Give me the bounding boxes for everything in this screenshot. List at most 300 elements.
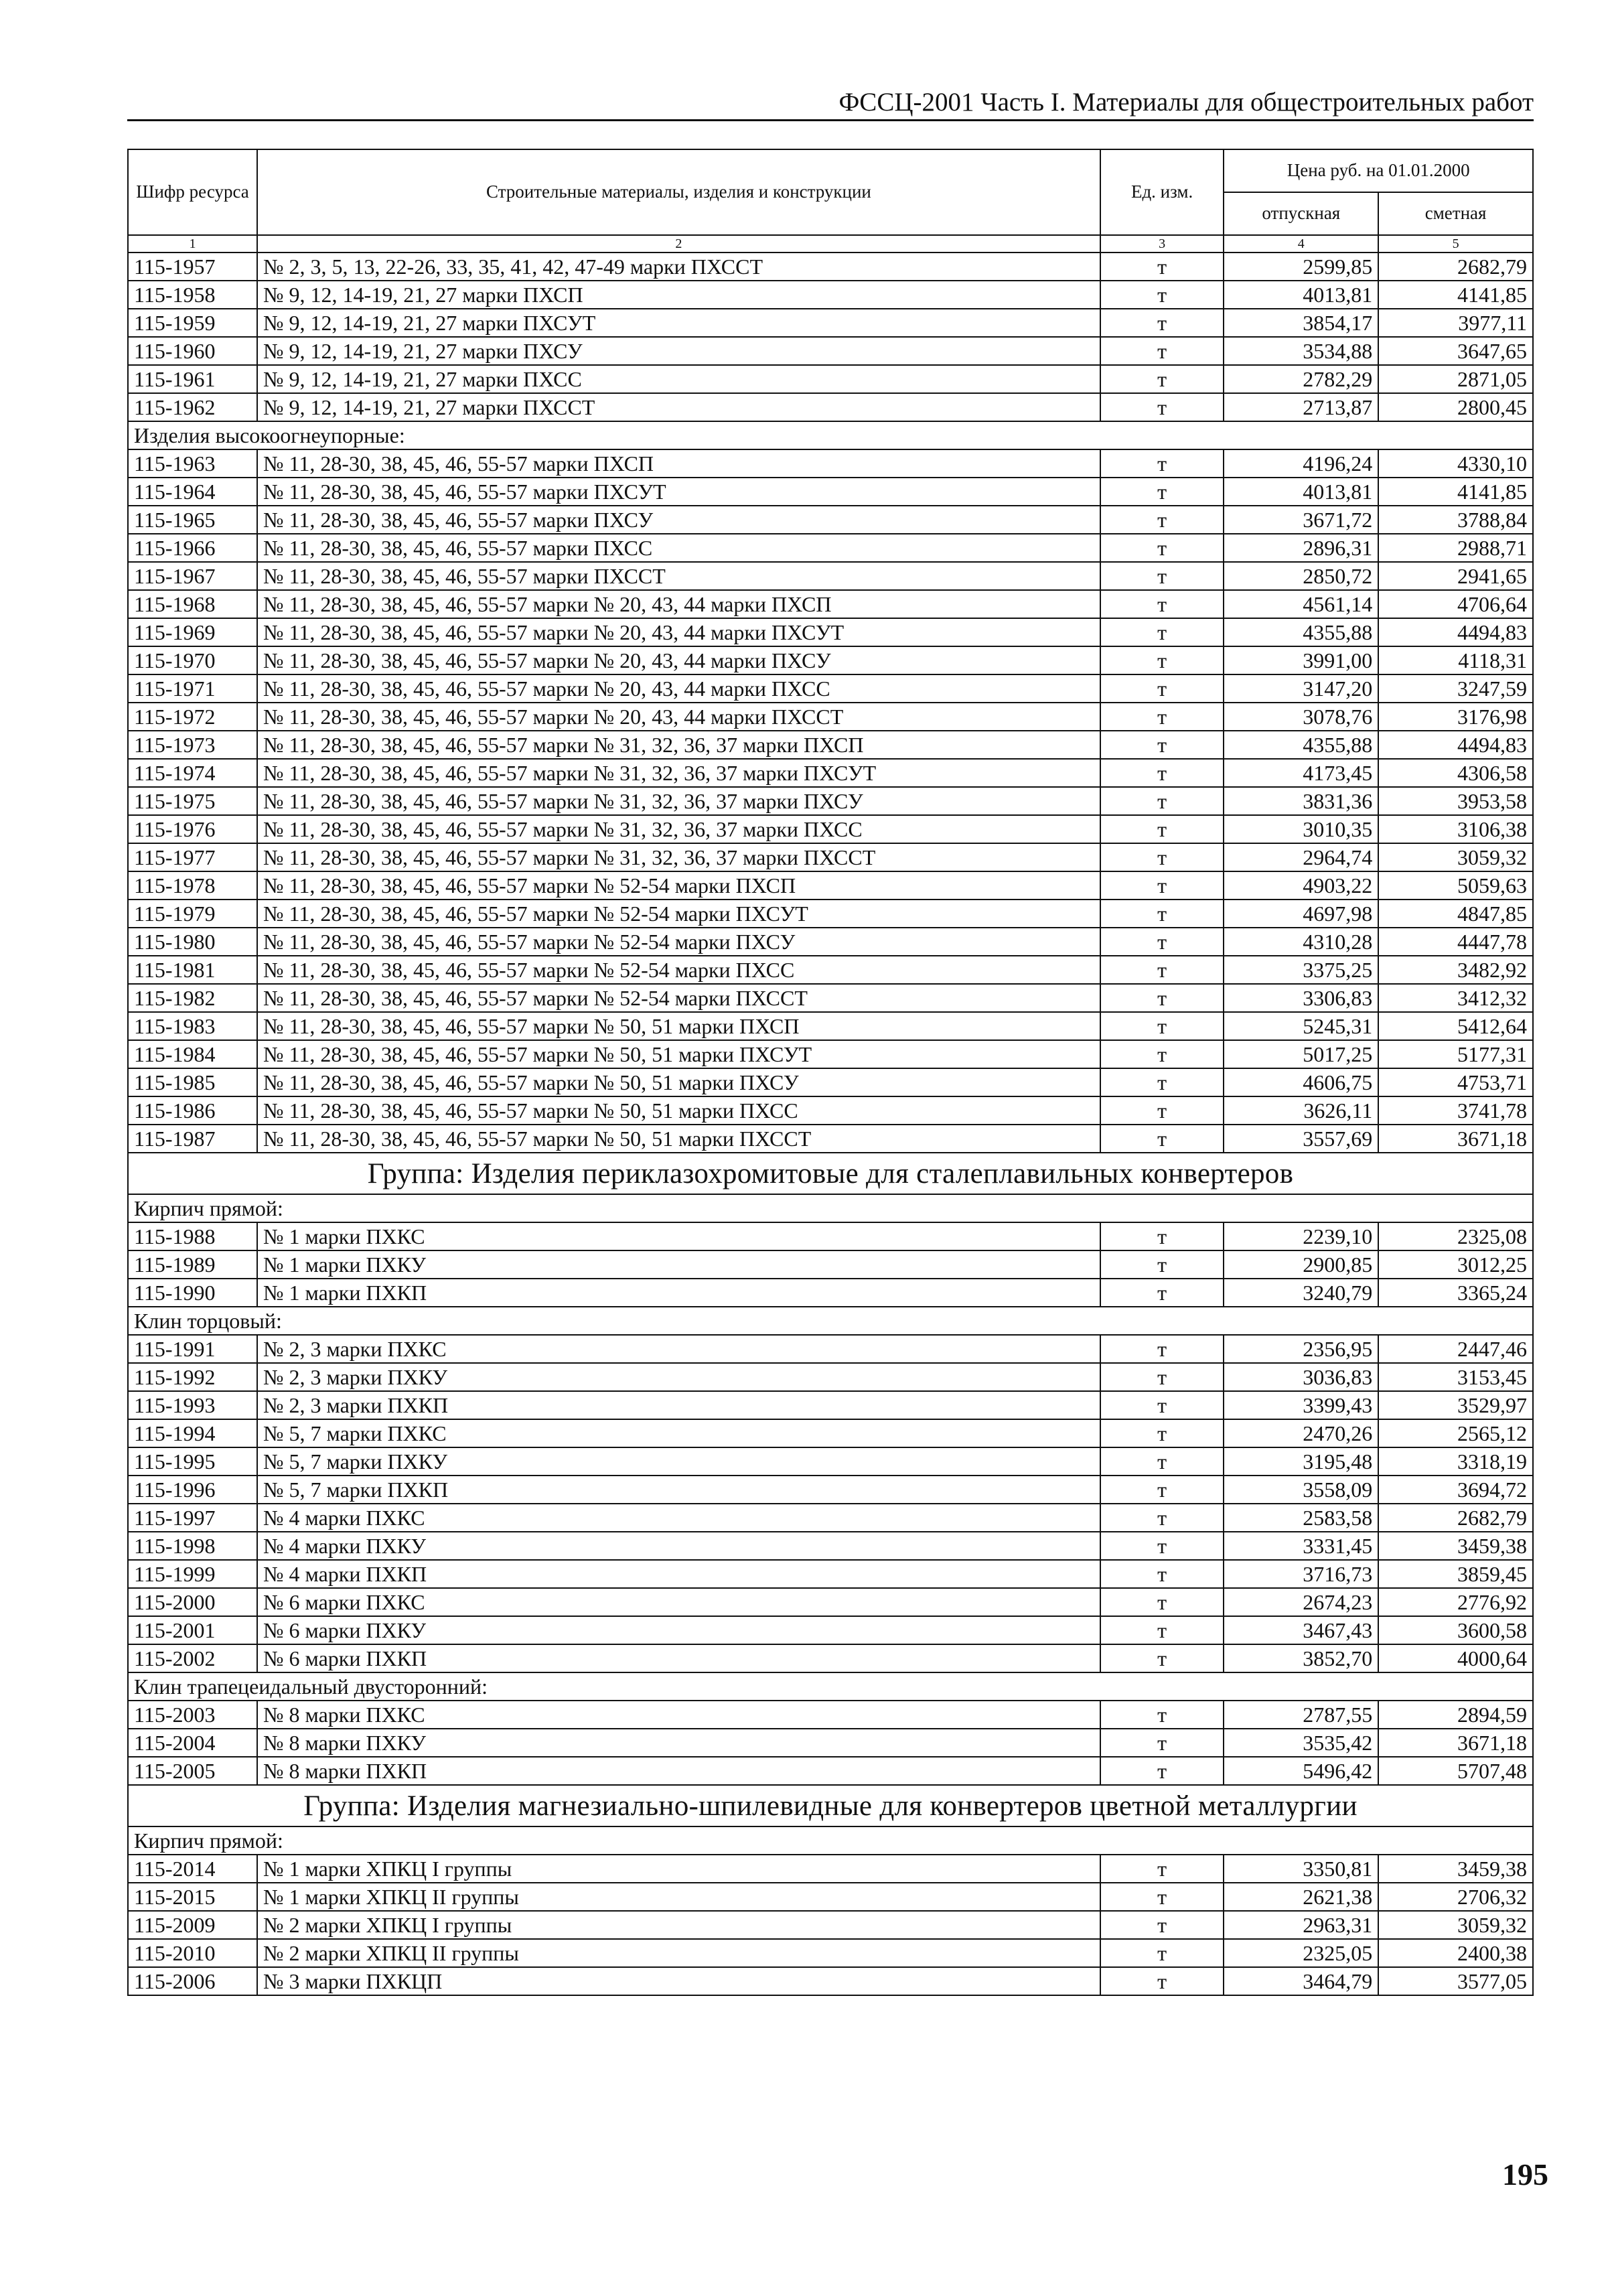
- release-price: 4606,75: [1224, 1068, 1378, 1096]
- unit-cell: т: [1100, 534, 1224, 562]
- material-name: № 11, 28-30, 38, 45, 46, 55-57 марки ПХСУ: [257, 506, 1100, 534]
- resource-code: 115-1997: [128, 1504, 257, 1532]
- table-row: [128, 1040, 1533, 1068]
- material-name: № 6 марки ПХКС: [257, 1588, 1100, 1616]
- release-price: 3350,81: [1224, 1855, 1378, 1883]
- unit-cell: т: [1100, 1012, 1224, 1040]
- estimate-price: 3059,32: [1378, 843, 1533, 871]
- material-name: № 11, 28-30, 38, 45, 46, 55-57 марки № 31, 32, 36, 37 марки ПХССТ: [257, 843, 1100, 871]
- material-name: № 5, 7 марки ПХКП: [257, 1476, 1100, 1504]
- unit-cell: т: [1100, 449, 1224, 478]
- material-name: № 2, 3 марки ПХКП: [257, 1391, 1100, 1419]
- release-price: 2470,26: [1224, 1419, 1378, 1447]
- resource-code: 115-1986: [128, 1096, 257, 1125]
- resource-code: 115-1974: [128, 759, 257, 787]
- estimate-price: 3694,72: [1378, 1476, 1533, 1504]
- release-price: 3535,42: [1224, 1729, 1378, 1757]
- unit-cell: т: [1100, 1476, 1224, 1504]
- material-name: № 11, 28-30, 38, 45, 46, 55-57 марки ПХСП: [257, 449, 1100, 478]
- resource-code: 115-1983: [128, 1012, 257, 1040]
- unit-cell: т: [1100, 674, 1224, 703]
- release-price: 3534,88: [1224, 337, 1378, 365]
- material-name: № 9, 12, 14-19, 21, 27 марки ПХСУТ: [257, 309, 1100, 337]
- unit-cell: т: [1100, 1335, 1224, 1363]
- material-name: № 1 марки ХПКЦ I группы: [257, 1855, 1100, 1883]
- unit-cell: т: [1100, 1532, 1224, 1560]
- release-price: 3375,25: [1224, 956, 1378, 984]
- release-price: 3010,35: [1224, 815, 1378, 843]
- resource-code: 115-1996: [128, 1476, 257, 1504]
- estimate-price: 3647,65: [1378, 337, 1533, 365]
- material-name: № 9, 12, 14-19, 21, 27 марки ПХСС: [257, 365, 1100, 393]
- estimate-price: 2682,79: [1378, 253, 1533, 281]
- unit-cell: т: [1100, 984, 1224, 1012]
- table-row: [128, 365, 1533, 393]
- table-row: [128, 478, 1533, 506]
- estimate-price: 3059,32: [1378, 1911, 1533, 1939]
- estimate-price: 3859,45: [1378, 1560, 1533, 1588]
- unit-cell: т: [1100, 618, 1224, 646]
- resource-code: 115-2005: [128, 1757, 257, 1785]
- release-price: 3306,83: [1224, 984, 1378, 1012]
- estimate-price: 4494,83: [1378, 731, 1533, 759]
- resource-code: 115-2001: [128, 1616, 257, 1644]
- material-name: № 11, 28-30, 38, 45, 46, 55-57 марки № 50, 51 марки ПХСУ: [257, 1068, 1100, 1096]
- table-row: [128, 1644, 1533, 1672]
- release-price: 3464,79: [1224, 1967, 1378, 1995]
- unit-cell: т: [1100, 365, 1224, 393]
- table-row: [128, 1757, 1533, 1785]
- table-row: [128, 1729, 1533, 1757]
- unit-cell: т: [1100, 1939, 1224, 1967]
- material-name: № 11, 28-30, 38, 45, 46, 55-57 марки № 50, 51 марки ПХСП: [257, 1012, 1100, 1040]
- resource-code: 115-1989: [128, 1250, 257, 1279]
- table-row: [128, 1279, 1533, 1307]
- estimate-price: 4330,10: [1378, 449, 1533, 478]
- subsection-heading: Клин трапецеидальный двусторонний:: [128, 1672, 1533, 1701]
- page-number: 195: [1502, 2157, 1548, 2192]
- table-row: [128, 506, 1533, 534]
- estimate-price: 2682,79: [1378, 1504, 1533, 1532]
- unit-cell: т: [1100, 1096, 1224, 1125]
- table-row: [128, 1883, 1533, 1911]
- table-row: [128, 1335, 1533, 1363]
- resource-code: 115-1966: [128, 534, 257, 562]
- subsection-heading: Изделия высокоогнеупорные:: [128, 421, 1533, 449]
- estimate-price: 3600,58: [1378, 1616, 1533, 1644]
- subsection-row: [128, 1672, 1533, 1701]
- release-price: 2621,38: [1224, 1883, 1378, 1911]
- release-price: 3991,00: [1224, 646, 1378, 674]
- material-name: № 1 марки ПХКП: [257, 1279, 1100, 1307]
- estimate-price: 3365,24: [1378, 1279, 1533, 1307]
- col-header-name: Строительные материалы, изделия и конструкции: [257, 149, 1100, 235]
- release-price: 2325,05: [1224, 1939, 1378, 1967]
- subsection-row: [128, 1307, 1533, 1335]
- release-price: 3558,09: [1224, 1476, 1378, 1504]
- table-row: [128, 618, 1533, 646]
- resource-code: 115-1994: [128, 1419, 257, 1447]
- material-name: № 8 марки ПХКУ: [257, 1729, 1100, 1757]
- resource-code: 115-1964: [128, 478, 257, 506]
- unit-cell: т: [1100, 731, 1224, 759]
- material-name: № 3 марки ПХКЦП: [257, 1967, 1100, 1995]
- subsection-row: [128, 1194, 1533, 1222]
- resource-code: 115-1970: [128, 646, 257, 674]
- estimate-price: 4494,83: [1378, 618, 1533, 646]
- material-name: № 11, 28-30, 38, 45, 46, 55-57 марки № 20, 43, 44 марки ПХССТ: [257, 703, 1100, 731]
- col-number: 5: [1378, 235, 1533, 253]
- estimate-price: 3247,59: [1378, 674, 1533, 703]
- table-row: [128, 393, 1533, 421]
- estimate-price: 4753,71: [1378, 1068, 1533, 1096]
- estimate-price: 3153,45: [1378, 1363, 1533, 1391]
- table-row: [128, 1096, 1533, 1125]
- col-number: 2: [257, 235, 1100, 253]
- unit-cell: т: [1100, 900, 1224, 928]
- material-name: № 11, 28-30, 38, 45, 46, 55-57 марки № 52-54 марки ПХСС: [257, 956, 1100, 984]
- resource-code: 115-1992: [128, 1363, 257, 1391]
- subsection-row: [128, 1826, 1533, 1855]
- estimate-price: 3012,25: [1378, 1250, 1533, 1279]
- material-name: № 6 марки ПХКП: [257, 1644, 1100, 1672]
- subsection-heading: Клин торцовый:: [128, 1307, 1533, 1335]
- unit-cell: т: [1100, 1447, 1224, 1476]
- material-name: № 5, 7 марки ПХКУ: [257, 1447, 1100, 1476]
- table-row: [128, 674, 1533, 703]
- unit-cell: т: [1100, 1222, 1224, 1250]
- release-price: 2787,55: [1224, 1701, 1378, 1729]
- table-row: [128, 337, 1533, 365]
- resource-code: 115-1977: [128, 843, 257, 871]
- unit-cell: т: [1100, 1250, 1224, 1279]
- unit-cell: т: [1100, 562, 1224, 590]
- table-row: [128, 1447, 1533, 1476]
- release-price: 4561,14: [1224, 590, 1378, 618]
- unit-cell: т: [1100, 759, 1224, 787]
- table-row: [128, 1939, 1533, 1967]
- material-name: № 2, 3 марки ПХКУ: [257, 1363, 1100, 1391]
- resource-code: 115-2015: [128, 1883, 257, 1911]
- table-row: [128, 759, 1533, 787]
- table-row: [128, 1855, 1533, 1883]
- material-name: № 1 марки ПХКУ: [257, 1250, 1100, 1279]
- release-price: 2850,72: [1224, 562, 1378, 590]
- release-price: 3240,79: [1224, 1279, 1378, 1307]
- resource-code: 115-1988: [128, 1222, 257, 1250]
- release-price: 4355,88: [1224, 618, 1378, 646]
- material-name: № 4 марки ПХКУ: [257, 1532, 1100, 1560]
- release-price: 3831,36: [1224, 787, 1378, 815]
- table-row: [128, 309, 1533, 337]
- resource-code: 115-1987: [128, 1125, 257, 1153]
- resource-code: 115-1980: [128, 928, 257, 956]
- estimate-price: 2565,12: [1378, 1419, 1533, 1447]
- release-price: 4013,81: [1224, 478, 1378, 506]
- table-row: [128, 449, 1533, 478]
- estimate-price: 2447,46: [1378, 1335, 1533, 1363]
- table-row: [128, 1476, 1533, 1504]
- table-row: [128, 843, 1533, 871]
- material-name: № 9, 12, 14-19, 21, 27 марки ПХСП: [257, 281, 1100, 309]
- table-row: [128, 900, 1533, 928]
- unit-cell: т: [1100, 1040, 1224, 1068]
- unit-cell: т: [1100, 787, 1224, 815]
- material-name: № 11, 28-30, 38, 45, 46, 55-57 марки № 20, 43, 44 марки ПХСУ: [257, 646, 1100, 674]
- resource-code: 115-1967: [128, 562, 257, 590]
- unit-cell: т: [1100, 506, 1224, 534]
- resource-code: 115-2000: [128, 1588, 257, 1616]
- resource-code: 115-2009: [128, 1911, 257, 1939]
- release-price: 4173,45: [1224, 759, 1378, 787]
- material-name: № 1 марки ХПКЦ II группы: [257, 1883, 1100, 1911]
- table-row: [128, 1125, 1533, 1153]
- unit-cell: т: [1100, 871, 1224, 900]
- resource-code: 115-1962: [128, 393, 257, 421]
- material-name: № 11, 28-30, 38, 45, 46, 55-57 марки № 50, 51 марки ПХССТ: [257, 1125, 1100, 1153]
- estimate-price: 4306,58: [1378, 759, 1533, 787]
- estimate-price: 3577,05: [1378, 1967, 1533, 1995]
- material-name: № 11, 28-30, 38, 45, 46, 55-57 марки № 52-54 марки ПХСП: [257, 871, 1100, 900]
- col-number: 1: [128, 235, 257, 253]
- release-price: 3331,45: [1224, 1532, 1378, 1560]
- unit-cell: т: [1100, 590, 1224, 618]
- resource-code: 115-2006: [128, 1967, 257, 1995]
- estimate-price: 4847,85: [1378, 900, 1533, 928]
- table-row: [128, 703, 1533, 731]
- col-number: 3: [1100, 235, 1224, 253]
- resource-code: 115-1998: [128, 1532, 257, 1560]
- material-name: № 11, 28-30, 38, 45, 46, 55-57 марки ПХСУТ: [257, 478, 1100, 506]
- table-row: [128, 956, 1533, 984]
- unit-cell: т: [1100, 1644, 1224, 1672]
- estimate-price: 3459,38: [1378, 1855, 1533, 1883]
- resource-code: 115-2003: [128, 1701, 257, 1729]
- release-price: 5496,42: [1224, 1757, 1378, 1785]
- table-row: [128, 815, 1533, 843]
- col-number: 4: [1224, 235, 1378, 253]
- estimate-price: 4000,64: [1378, 1644, 1533, 1672]
- unit-cell: т: [1100, 843, 1224, 871]
- estimate-price: 3977,11: [1378, 309, 1533, 337]
- material-name: № 11, 28-30, 38, 45, 46, 55-57 марки № 20, 43, 44 марки ПХСУТ: [257, 618, 1100, 646]
- material-name: № 11, 28-30, 38, 45, 46, 55-57 марки № 20, 43, 44 марки ПХСП: [257, 590, 1100, 618]
- material-name: № 11, 28-30, 38, 45, 46, 55-57 марки № 52-54 марки ПХСУТ: [257, 900, 1100, 928]
- table-row: [128, 1701, 1533, 1729]
- estimate-price: 3529,97: [1378, 1391, 1533, 1419]
- release-price: 4355,88: [1224, 731, 1378, 759]
- unit-cell: т: [1100, 1701, 1224, 1729]
- material-name: № 11, 28-30, 38, 45, 46, 55-57 марки № 20, 43, 44 марки ПХСС: [257, 674, 1100, 703]
- resource-code: 115-1982: [128, 984, 257, 1012]
- material-name: № 11, 28-30, 38, 45, 46, 55-57 марки № 31, 32, 36, 37 марки ПХСП: [257, 731, 1100, 759]
- group-row: [128, 1153, 1533, 1194]
- resource-code: 115-1979: [128, 900, 257, 928]
- resource-code: 115-1960: [128, 337, 257, 365]
- col-header-price: Цена руб. на 01.01.2000: [1224, 149, 1533, 192]
- material-name: № 11, 28-30, 38, 45, 46, 55-57 марки № 52-54 марки ПХСУ: [257, 928, 1100, 956]
- resource-code: 115-1963: [128, 449, 257, 478]
- resource-code: 115-1973: [128, 731, 257, 759]
- unit-cell: т: [1100, 281, 1224, 309]
- unit-cell: т: [1100, 1757, 1224, 1785]
- release-price: 3195,48: [1224, 1447, 1378, 1476]
- table-row: [128, 1588, 1533, 1616]
- estimate-price: 3482,92: [1378, 956, 1533, 984]
- release-price: 3036,83: [1224, 1363, 1378, 1391]
- estimate-price: 5177,31: [1378, 1040, 1533, 1068]
- material-name: № 2, 3 марки ПХКС: [257, 1335, 1100, 1363]
- col-header-code: Шифр ресурса: [128, 149, 257, 235]
- release-price: 3078,76: [1224, 703, 1378, 731]
- unit-cell: т: [1100, 1068, 1224, 1096]
- resource-code: 115-2010: [128, 1939, 257, 1967]
- unit-cell: т: [1100, 1855, 1224, 1883]
- estimate-price: 4141,85: [1378, 478, 1533, 506]
- resource-code: 115-1959: [128, 309, 257, 337]
- material-name: № 11, 28-30, 38, 45, 46, 55-57 марки № 52-54 марки ПХССТ: [257, 984, 1100, 1012]
- unit-cell: т: [1100, 956, 1224, 984]
- material-name: № 11, 28-30, 38, 45, 46, 55-57 марки № 50, 51 марки ПХСУТ: [257, 1040, 1100, 1068]
- resource-code: 115-1991: [128, 1335, 257, 1363]
- resource-code: 115-2002: [128, 1644, 257, 1672]
- unit-cell: т: [1100, 1560, 1224, 1588]
- material-name: № 11, 28-30, 38, 45, 46, 55-57 марки № 31, 32, 36, 37 марки ПХСС: [257, 815, 1100, 843]
- release-price: 3557,69: [1224, 1125, 1378, 1153]
- unit-cell: т: [1100, 1911, 1224, 1939]
- col-header-unit: Ед. изм.: [1100, 149, 1224, 235]
- resource-code: 115-1976: [128, 815, 257, 843]
- estimate-price: 5412,64: [1378, 1012, 1533, 1040]
- resource-code: 115-1995: [128, 1447, 257, 1476]
- unit-cell: т: [1100, 253, 1224, 281]
- table-body: [128, 253, 1533, 1995]
- table-row: [128, 731, 1533, 759]
- unit-cell: т: [1100, 1391, 1224, 1419]
- release-price: 5017,25: [1224, 1040, 1378, 1068]
- subsection-row: [128, 421, 1533, 449]
- material-name: № 4 марки ПХКС: [257, 1504, 1100, 1532]
- release-price: 2674,23: [1224, 1588, 1378, 1616]
- estimate-price: 3412,32: [1378, 984, 1533, 1012]
- resource-code: 115-1961: [128, 365, 257, 393]
- resource-code: 115-1978: [128, 871, 257, 900]
- release-price: 3147,20: [1224, 674, 1378, 703]
- release-price: 2599,85: [1224, 253, 1378, 281]
- unit-cell: т: [1100, 1419, 1224, 1447]
- unit-cell: т: [1100, 703, 1224, 731]
- release-price: 4697,98: [1224, 900, 1378, 928]
- estimate-price: 4706,64: [1378, 590, 1533, 618]
- estimate-price: 2988,71: [1378, 534, 1533, 562]
- release-price: 2963,31: [1224, 1911, 1378, 1939]
- material-name: № 6 марки ПХКУ: [257, 1616, 1100, 1644]
- material-name: № 1 марки ПХКС: [257, 1222, 1100, 1250]
- unit-cell: т: [1100, 815, 1224, 843]
- resource-code: 115-1971: [128, 674, 257, 703]
- release-price: 2964,74: [1224, 843, 1378, 871]
- col-header-price-release: отпускная: [1224, 192, 1378, 235]
- release-price: 2356,95: [1224, 1335, 1378, 1363]
- unit-cell: т: [1100, 1588, 1224, 1616]
- estimate-price: 2776,92: [1378, 1588, 1533, 1616]
- material-name: № 11, 28-30, 38, 45, 46, 55-57 марки № 50, 51 марки ПХСС: [257, 1096, 1100, 1125]
- release-price: 4196,24: [1224, 449, 1378, 478]
- unit-cell: т: [1100, 1504, 1224, 1532]
- unit-cell: т: [1100, 1967, 1224, 1995]
- unit-cell: т: [1100, 309, 1224, 337]
- material-name: № 4 марки ПХКП: [257, 1560, 1100, 1588]
- table-row: [128, 1504, 1533, 1532]
- table-row: [128, 1419, 1533, 1447]
- table-row: [128, 1560, 1533, 1588]
- resource-code: 115-1965: [128, 506, 257, 534]
- table-row: [128, 928, 1533, 956]
- table-row: [128, 1068, 1533, 1096]
- resource-code: 115-1993: [128, 1391, 257, 1419]
- material-name: № 9, 12, 14-19, 21, 27 марки ПХСУ: [257, 337, 1100, 365]
- unit-cell: т: [1100, 1883, 1224, 1911]
- resource-code: 115-1990: [128, 1279, 257, 1307]
- resource-code: 115-1958: [128, 281, 257, 309]
- release-price: 3626,11: [1224, 1096, 1378, 1125]
- estimate-price: 3788,84: [1378, 506, 1533, 534]
- page-header: ФССЦ-2001 Часть I. Материалы для общестроительных работ: [838, 88, 1534, 117]
- material-name: № 11, 28-30, 38, 45, 46, 55-57 марки № 31, 32, 36, 37 марки ПХСУ: [257, 787, 1100, 815]
- unit-cell: т: [1100, 1616, 1224, 1644]
- estimate-price: 5059,63: [1378, 871, 1533, 900]
- release-price: 4310,28: [1224, 928, 1378, 956]
- subsection-heading: Кирпич прямой:: [128, 1826, 1533, 1855]
- release-price: 4903,22: [1224, 871, 1378, 900]
- material-name: № 9, 12, 14-19, 21, 27 марки ПХССТ: [257, 393, 1100, 421]
- table-row: [128, 534, 1533, 562]
- resource-code: 115-1981: [128, 956, 257, 984]
- material-name: № 8 марки ПХКП: [257, 1757, 1100, 1785]
- resource-code: 115-1957: [128, 253, 257, 281]
- release-price: 3399,43: [1224, 1391, 1378, 1419]
- unit-cell: т: [1100, 928, 1224, 956]
- table-row: [128, 253, 1533, 281]
- unit-cell: т: [1100, 478, 1224, 506]
- group-heading: Группа: Изделия магнезиально-шпилевидные для конвертеров цветной металлургии: [128, 1785, 1533, 1826]
- unit-cell: т: [1100, 646, 1224, 674]
- table-row: [128, 871, 1533, 900]
- estimate-price: 2800,45: [1378, 393, 1533, 421]
- release-price: 2713,87: [1224, 393, 1378, 421]
- release-price: 2239,10: [1224, 1222, 1378, 1250]
- header-rule: [127, 119, 1534, 121]
- estimate-price: 3741,78: [1378, 1096, 1533, 1125]
- release-price: 3852,70: [1224, 1644, 1378, 1672]
- release-price: 4013,81: [1224, 281, 1378, 309]
- price-table: [127, 149, 1534, 1996]
- group-row: [128, 1785, 1533, 1826]
- release-price: 5245,31: [1224, 1012, 1378, 1040]
- release-price: 2583,58: [1224, 1504, 1378, 1532]
- estimate-price: 2894,59: [1378, 1701, 1533, 1729]
- resource-code: 115-1985: [128, 1068, 257, 1096]
- unit-cell: т: [1100, 393, 1224, 421]
- material-name: № 2 марки ХПКЦ II группы: [257, 1939, 1100, 1967]
- estimate-price: 3671,18: [1378, 1729, 1533, 1757]
- resource-code: 115-1969: [128, 618, 257, 646]
- material-name: № 11, 28-30, 38, 45, 46, 55-57 марки ПХССТ: [257, 562, 1100, 590]
- material-name: № 2 марки ХПКЦ I группы: [257, 1911, 1100, 1939]
- estimate-price: 3953,58: [1378, 787, 1533, 815]
- resource-code: 115-1975: [128, 787, 257, 815]
- estimate-price: 3318,19: [1378, 1447, 1533, 1476]
